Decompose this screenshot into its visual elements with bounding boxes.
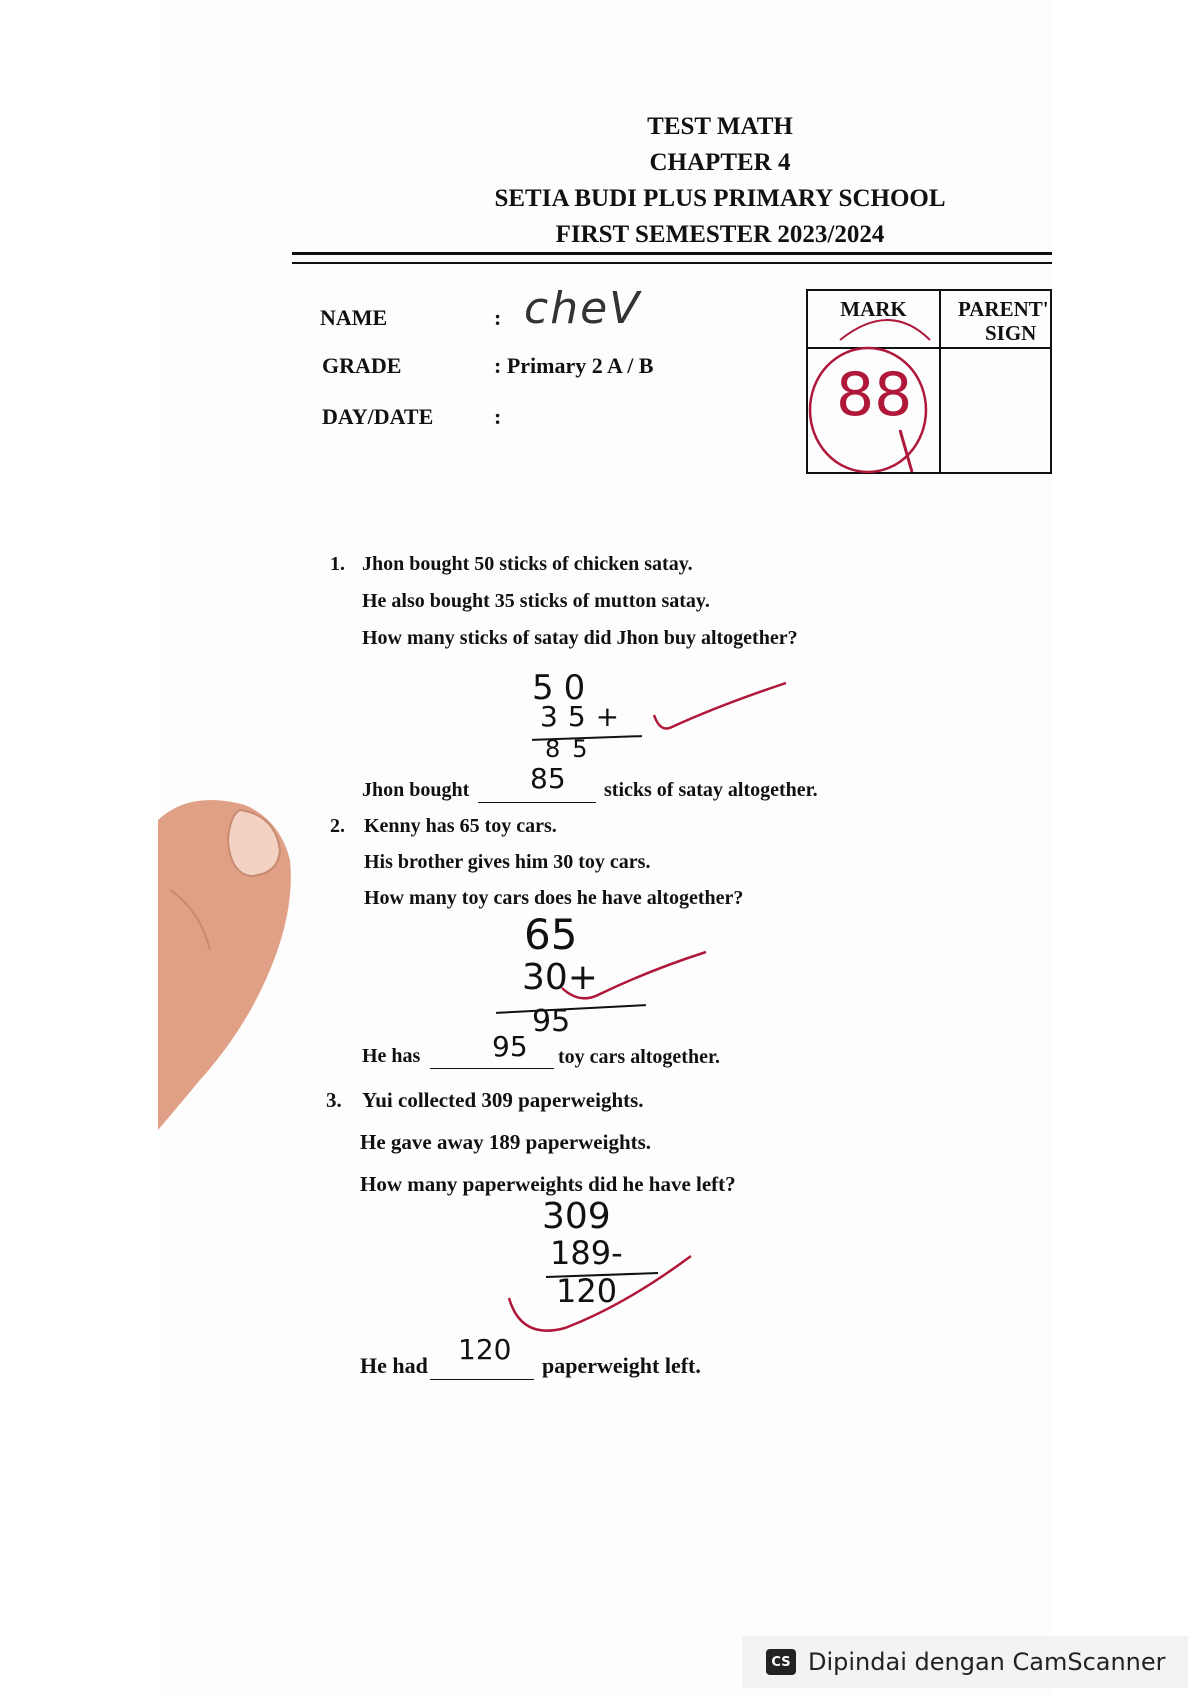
grade-value: : Primary 2 A / B [494, 353, 654, 378]
question-1-line-3: How many sticks of satay did Jhon buy altogether? [362, 627, 798, 649]
grade-label: GRADE [322, 353, 402, 378]
name-colon: : [494, 305, 502, 330]
camscanner-logo-icon: CS [766, 1649, 796, 1675]
q3-work-result: 120 [556, 1272, 618, 1310]
q2-answer-prefix: He has [362, 1045, 421, 1067]
score-handwritten: 88 [836, 360, 913, 430]
student-name-handwritten: cheV [524, 283, 642, 334]
q2-answer-handwritten: 95 [492, 1030, 528, 1063]
question-number-2: 2. [330, 815, 345, 837]
mark-label: MARK [840, 297, 907, 321]
parent-sign-label-line2: SIGN [985, 321, 1037, 345]
question-number-1: 1. [330, 553, 345, 575]
date-colon: : [494, 404, 502, 429]
question-3-line-2: He gave away 189 paperweights. [360, 1130, 652, 1154]
header-rule-thin [292, 262, 1052, 264]
header-rule-thick [292, 252, 1052, 255]
question-2-line-3: How many toy cars does he have altogether? [364, 887, 744, 909]
chapter-label: CHAPTER 4 [649, 149, 791, 176]
question-3-line-3: How many paperweights did he have left? [360, 1172, 736, 1196]
camscanner-text: Dipindai dengan CamScanner [808, 1648, 1166, 1676]
q1-work-line-2: 35+ [540, 700, 630, 733]
q2-work-line-1: 65 [524, 910, 578, 959]
question-2-line-1: Kenny has 65 toy cars. [364, 815, 557, 837]
question-3-line-1: Yui collected 309 paperweights. [362, 1088, 644, 1112]
q2-check-mark [560, 950, 710, 1010]
q3-answer-handwritten: 120 [458, 1333, 512, 1366]
parent-sign-label-line1: PARENT' [958, 297, 1049, 321]
q1-answer-suffix: sticks of satay altogether. [604, 779, 818, 801]
thumb-image [150, 780, 300, 1140]
q2-work-result: 95 [532, 1004, 571, 1039]
question-2-line-2: His brother gives him 30 toy cars. [364, 851, 651, 873]
q1-answer-prefix: Jhon bought [362, 779, 470, 801]
q2-answer-suffix: toy cars altogether. [558, 1046, 720, 1068]
q1-check-mark [650, 675, 790, 735]
date-label: DAY/DATE [322, 404, 434, 429]
name-label: NAME [320, 305, 388, 330]
question-number-3: 3. [326, 1088, 342, 1112]
q2-work-line-2: 30+ [522, 957, 598, 998]
q1-answer-handwritten: 85 [530, 762, 566, 795]
question-1-line-1: Jhon bought 50 sticks of chicken satay. [362, 553, 693, 575]
semester-label: FIRST SEMESTER 2023/2024 [555, 221, 885, 248]
q3-work-line-2: 189- [550, 1234, 623, 1272]
camscanner-watermark [742, 1636, 1188, 1688]
q1-work-line-1: 50 [532, 668, 596, 708]
school-name: SETIA BUDI PLUS PRIMARY SCHOOL [494, 185, 946, 212]
q3-answer-suffix: paperweight left. [542, 1353, 701, 1378]
question-1-line-2: He also bought 35 sticks of mutton satay. [362, 590, 710, 612]
q3-work-line-1: 309 [542, 1196, 611, 1237]
q1-work-result: 85 [545, 735, 600, 763]
q3-answer-prefix: He had [360, 1353, 428, 1378]
q3-check-mark [505, 1250, 695, 1340]
test-title: TEST MATH [647, 113, 793, 140]
